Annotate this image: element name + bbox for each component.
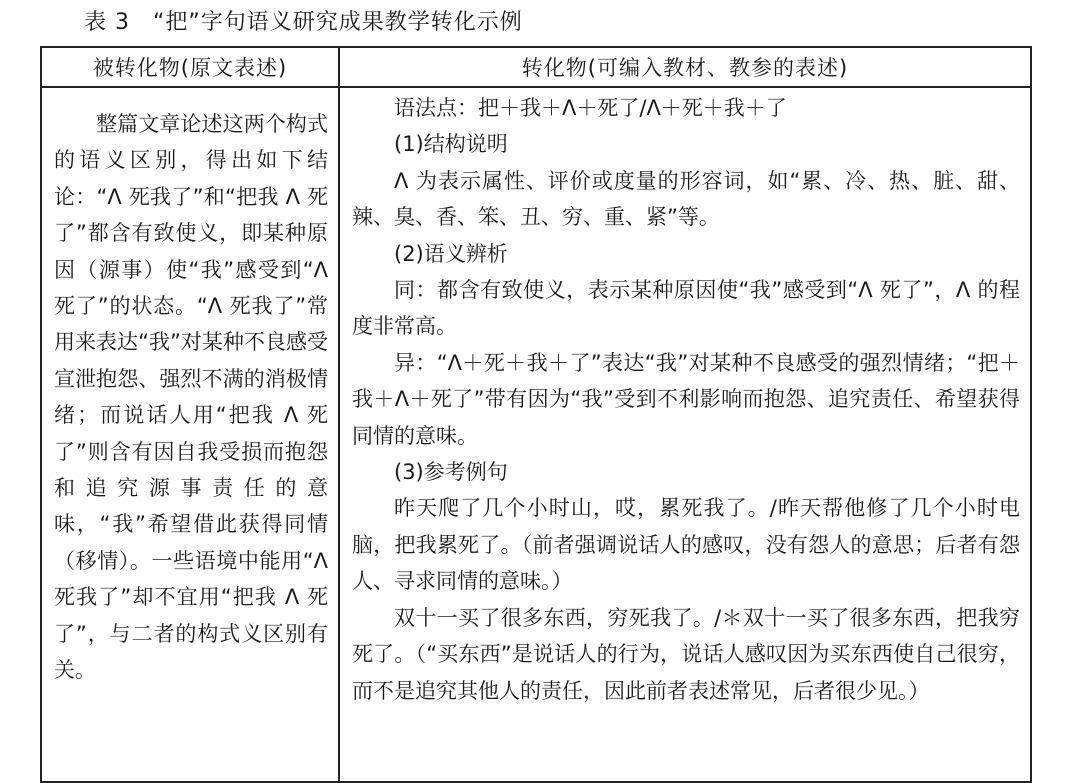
section-semantics-title: (2)语义辨析 [394, 241, 508, 266]
header-source: 被转化物(原文表述) [41, 47, 339, 87]
example-1: 昨天爬了几个小时山，哎，累死我了。/昨天帮他修了几个小时电脑，把我累死了。（前者强调说话人的感叹，没有怨人的意思；后者有怨人、寻求同情的意味。） [352, 496, 1020, 594]
source-text: 整篇文章论述这两个构式的语义区别，得出如下结论：“Λ 死我了”和“把我 Λ 死了”都含有致使义，即某种原因（源事）使“我”感受到“Λ 死了”的状态。“Λ 死我了”常用来表达“我”对某种不良感受宣泄抱怨、强烈不满的消极情绪；而说话人用“把我 Λ 死了”则含有因自我受损而抱怨和追究源事责任的意味，“我”希望借此获得同情（移情）。一些语境中能用“Λ 死我了”却不宜用“把我 Λ 死了”，与二者的构式义区别有关。 [54, 112, 328, 683]
table-row [41, 87, 1031, 782]
converted-cell [339, 87, 1031, 782]
semantics-same: 同：都含有致使义，表示某种原因使“我”感受到“Λ 死了”，Λ 的程度非常高。 [352, 278, 1020, 339]
grammar-point: 语法点：把＋我＋Λ＋死了/Λ＋死＋我＋了 [394, 96, 787, 120]
section-structure-text: Λ 为表示属性、评价或度量的形容词，如“累、冷、热、脏、甜、辣、臭、香、笨、丑、穷、重、紧”等。 [352, 168, 1020, 230]
semantics-diff: 异：“Λ＋死＋我＋了”表达“我”对某种不良感受的强烈情绪；“把＋我＋Λ＋死了”带有因为“我”受到不利影响而抱怨、追究责任、希望获得同情的意味。 [352, 350, 1020, 448]
source-cell [41, 87, 339, 782]
table-caption: 表 3 “把”字句语义研究成果教学转化示例 [84, 10, 523, 35]
section-examples-title: (3)参考例句 [394, 460, 508, 485]
section-structure-title: (1)结构说明 [394, 132, 508, 157]
header-row [41, 47, 1031, 87]
conversion-table [40, 46, 1032, 783]
example-2: 双十一买了很多东西，穷死我了。/＊双十一买了很多东西，把我穷死了。（“买东西”是说话人的行为，说话人感叹因为买东西使自己很穷，而不是追究其他人的责任，因此前者表述常见，后者很少见。） [352, 605, 1020, 703]
header-converted: 转化物(可编入教材、教参的表述) [339, 47, 1031, 87]
